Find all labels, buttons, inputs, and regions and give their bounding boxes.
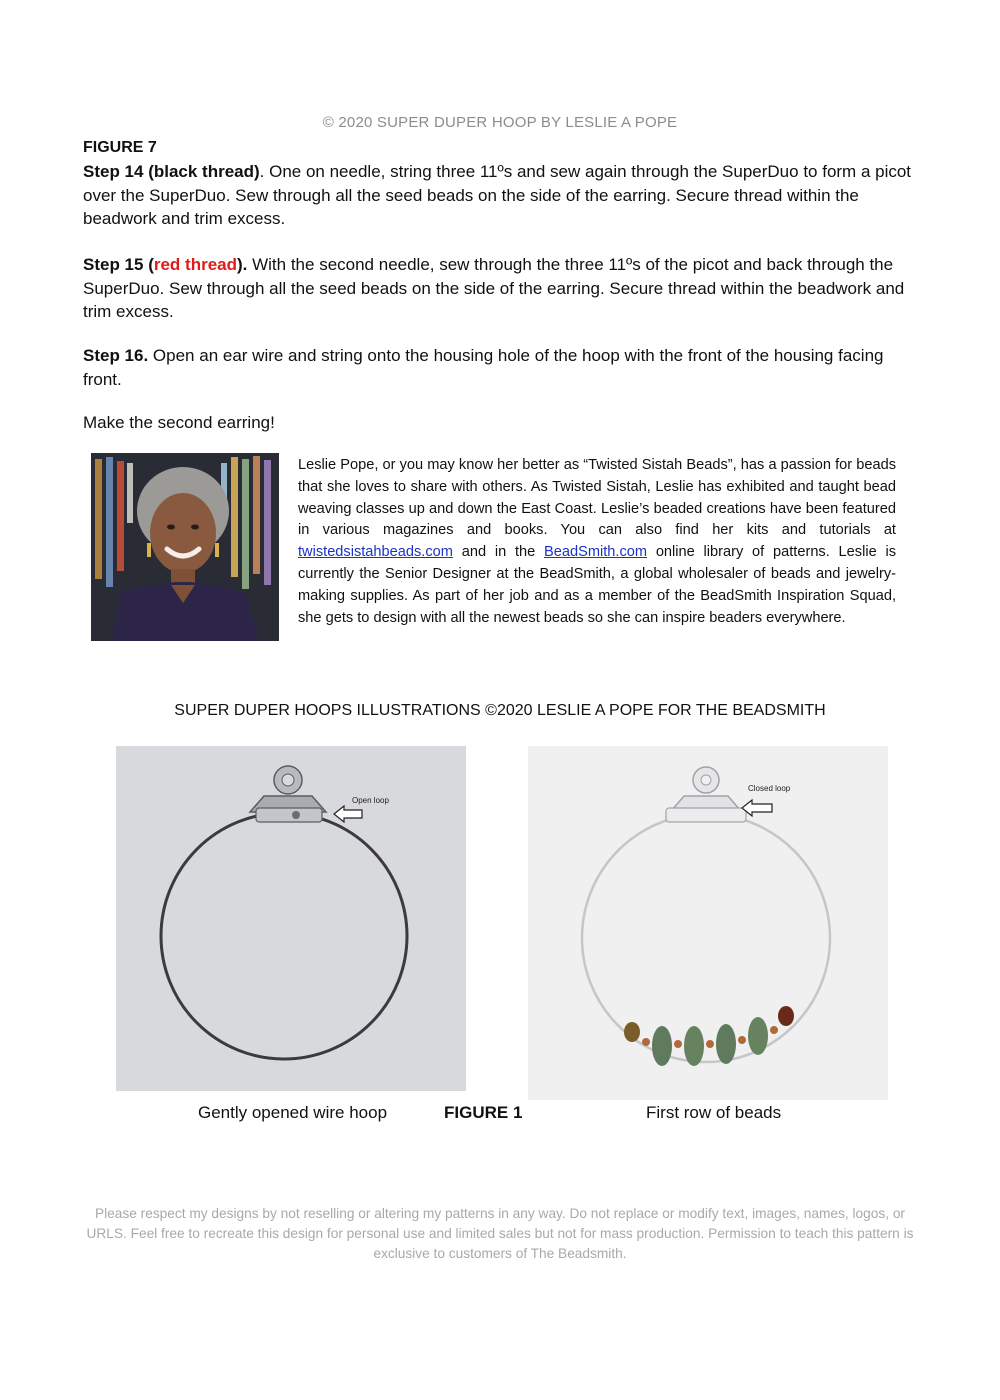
open-loop-annotation: Open loop <box>352 796 389 805</box>
author-photo <box>91 453 279 641</box>
beadsmith-link[interactable]: BeadSmith.com <box>544 544 648 561</box>
step-16-paragraph <box>83 344 923 391</box>
step-15-text: With the second needle, sew through the three 11ºs of the picot and back through the SuperDuo. Sew through all the seed beads on the side of the earring. Secure thread within the beadwork and trim excess. <box>83 255 905 321</box>
step-16-label: Step 16. <box>83 346 149 365</box>
illustrations-title: SUPER DUPER HOOPS ILLUSTRATIONS ©2020 LESLIE A POPE FOR THE BEADSMITH <box>174 702 826 719</box>
twistedsistah-link[interactable]: twistedsistahbeads.com <box>298 544 453 561</box>
bio-text-part-3: online library of patterns. Leslie is currently the Senior Designer at the BeadSmith, a global wholesaler of beads and jewelry-making supplies. As part of her job and as a member of the BeadSmith Inspiration Squad, she gets to design with all the newest beads so she can inspire beaders everywhere. <box>298 544 896 626</box>
step-14-paragraph <box>83 160 923 231</box>
caption-opened-hoop: Gently opened wire hoop <box>198 1103 388 1122</box>
first-row-of-beads-photo <box>528 746 888 1100</box>
step-15-red-thread: red thread <box>153 255 237 274</box>
step-16-text: Open an ear wire and string onto the housing hole of the hoop with the front of the housing facing front. <box>83 346 884 389</box>
caption-first-row: First row of beads <box>646 1103 782 1122</box>
step-14-text: . One on needle, string three 11ºs and sew again through the SuperDuo to form a picot over the SuperDuo. Sew through all the seed beads on the side of the earring. Secure thread within the beadwork and trim excess. <box>83 162 912 228</box>
figure-7-label: FIGURE 7 <box>83 139 157 156</box>
step-15-label-start: Step 15 ( <box>83 255 154 274</box>
author-bio <box>298 455 896 629</box>
bio-text-part-1: Leslie Pope, or you may know her better as “Twisted Sistah Beads”, has a passion for beads that she loves to share with others. As Twisted Sistah, Leslie has exhibited and taught bead weaving classes up and down the East Coast. Leslie’s beaded creations have been featured in various magazines and books. You can also find her kits and tutorials at <box>298 457 896 539</box>
bio-text-part-2: and in the <box>452 544 545 561</box>
step-15-label-end: ). <box>237 255 248 274</box>
page-header: © 2020 SUPER DUPER HOOP BY LESLIE A POPE <box>322 114 678 131</box>
second-earring-note: Make the second earring! <box>83 413 275 432</box>
step-15-paragraph <box>83 253 923 324</box>
copyright-footer: Please respect my designs by not reselling or altering my patterns in any way. Do not replace or modify text, images, names, logos, or URLS. Feel free to recreate this design for personal use and limited sales but not for mass production. Permission to teach this pattern is exclusive to customers of The Beadsmith. <box>86 1206 914 1261</box>
author-portrait-illustration <box>91 453 279 641</box>
closed-loop-annotation: Closed loop <box>748 784 791 793</box>
step-14-label: Step 14 (black thread) <box>83 162 260 181</box>
opened-wire-hoop-photo <box>116 746 466 1091</box>
caption-figure-1: FIGURE 1 <box>444 1103 523 1122</box>
